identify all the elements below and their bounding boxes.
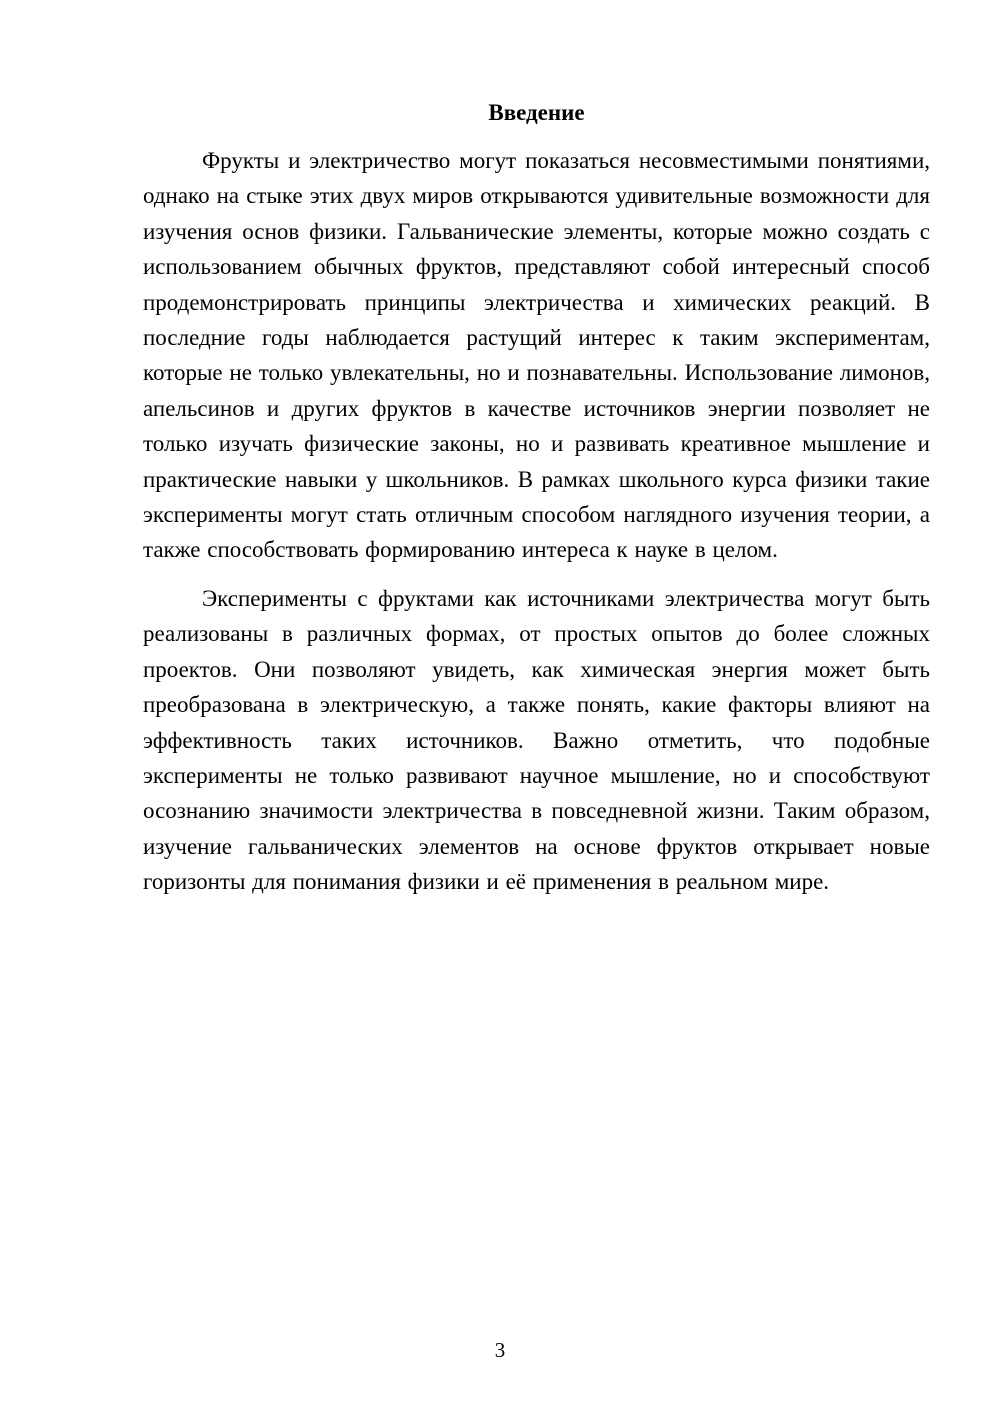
page-title: Введение (488, 100, 585, 125)
paragraph-intro-2: Эксперименты с фруктами как источниками электричества могут быть реализованы в различных формах, от простых опытов до более сложных проектов. Они позволяют увидеть, как химическая энергия может быть преобразована в электрическую, а также понять, какие факторы влияют на эффективность таких источников. Важно отметить, что подобные эксперименты не только развивают научное мышление, но и способствуют осознанию значимости электричества в повседневной жизни. Таким образом, изучение гальванических элементов на основе фруктов открывает новые горизонты для понимания физики и её применения в реальном мире. (143, 585, 930, 895)
document-content (143, 95, 930, 900)
page-number: 3 (494, 1338, 506, 1362)
paragraph-intro-1: Фрукты и электричество могут показаться несовместимыми понятиями, однако на стыке этих двух миров открываются удивительные возможности для изучения основ физики. Гальванические элементы, которые можно создать с использованием обычных фруктов, представляют собой интересный способ продемонстрировать принципы электричества и химических реакций. В последние годы наблюдается растущий интерес к таким экспериментам, которые не только увлекательны, но и познавательны. Использование лимонов, апельсинов и других фруктов в качестве источников энергии позволяет не только изучать физические законы, но и развивать креативное мышление и практические навыки у школьников. В рамках школьного курса физики такие эксперименты могут стать отличным способом наглядного изучения теории, а также способствовать формированию интереса к науке в целом. (143, 148, 930, 563)
